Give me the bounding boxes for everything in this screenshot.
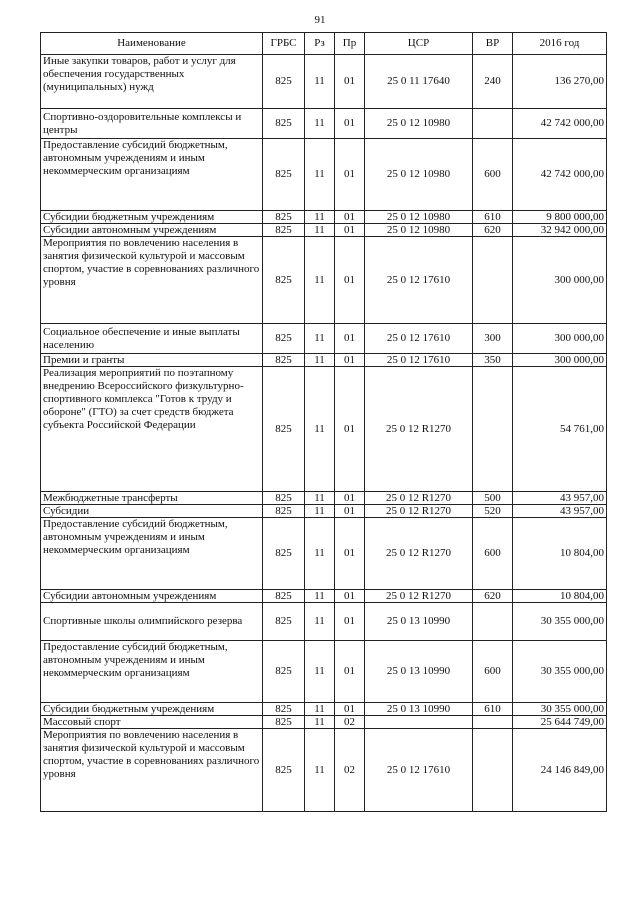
row-amount-cell: 25 644 749,00 <box>513 716 607 729</box>
row-amount-cell: 300 000,00 <box>513 324 607 354</box>
row-rz-cell: 11 <box>305 505 335 518</box>
row-vr-cell <box>473 716 513 729</box>
row-name-cell: Субсидии автономным учреждениям <box>41 224 263 237</box>
table-row <box>41 211 607 224</box>
table-row <box>41 703 607 716</box>
row-csr-cell: 25 0 12 R1270 <box>365 505 473 518</box>
row-name-cell: Субсидии бюджетным учреждениям <box>41 211 263 224</box>
row-grbs-cell: 825 <box>263 492 305 505</box>
table-row <box>41 237 607 324</box>
row-vr-cell: 500 <box>473 492 513 505</box>
row-grbs-cell: 825 <box>263 518 305 590</box>
row-pr-cell: 01 <box>335 367 365 492</box>
table-row <box>41 716 607 729</box>
row-amount-cell: 42 742 000,00 <box>513 109 607 139</box>
row-grbs-cell: 825 <box>263 729 305 812</box>
table-row <box>41 55 607 109</box>
row-amount-cell: 54 761,00 <box>513 367 607 492</box>
row-vr-cell: 620 <box>473 590 513 603</box>
row-csr-cell: 25 0 12 17610 <box>365 237 473 324</box>
row-pr-cell: 01 <box>335 703 365 716</box>
row-pr-cell: 02 <box>335 729 365 812</box>
row-grbs-cell: 825 <box>263 354 305 367</box>
row-name-cell: Мероприятия по вовлечению населения в занятия физической культурой и массовым спортом, участие в соревнованиях различного уровня <box>41 237 263 324</box>
row-pr-cell: 02 <box>335 716 365 729</box>
row-rz-cell: 11 <box>305 729 335 812</box>
row-pr-cell: 01 <box>335 590 365 603</box>
row-name-cell: Межбюджетные трансферты <box>41 492 263 505</box>
row-grbs-cell: 825 <box>263 603 305 641</box>
row-vr-cell: 620 <box>473 224 513 237</box>
row-csr-cell: 25 0 12 R1270 <box>365 590 473 603</box>
row-amount-cell: 300 000,00 <box>513 354 607 367</box>
row-amount-cell: 30 355 000,00 <box>513 641 607 703</box>
row-vr-cell: 610 <box>473 211 513 224</box>
row-grbs-cell: 825 <box>263 703 305 716</box>
row-rz-cell: 11 <box>305 367 335 492</box>
row-vr-cell: 600 <box>473 518 513 590</box>
row-amount-cell: 30 355 000,00 <box>513 603 607 641</box>
row-rz-cell: 11 <box>305 354 335 367</box>
table-row <box>41 139 607 211</box>
row-grbs-cell: 825 <box>263 324 305 354</box>
row-amount-cell: 30 355 000,00 <box>513 703 607 716</box>
table-row <box>41 367 607 492</box>
row-vr-cell <box>473 603 513 641</box>
row-grbs-cell: 825 <box>263 590 305 603</box>
row-rz-cell: 11 <box>305 716 335 729</box>
row-grbs-cell: 825 <box>263 109 305 139</box>
row-pr-cell: 01 <box>335 237 365 324</box>
row-rz-cell: 11 <box>305 590 335 603</box>
row-csr-cell: 25 0 12 17610 <box>365 324 473 354</box>
row-rz-cell: 11 <box>305 603 335 641</box>
row-pr-cell: 01 <box>335 354 365 367</box>
table-row <box>41 354 607 367</box>
row-amount-cell: 43 957,00 <box>513 505 607 518</box>
row-pr-cell: 01 <box>335 492 365 505</box>
row-pr-cell: 01 <box>335 55 365 109</box>
row-vr-cell <box>473 109 513 139</box>
row-csr-cell: 25 0 12 17610 <box>365 354 473 367</box>
row-rz-cell: 11 <box>305 55 335 109</box>
table-row <box>41 109 607 139</box>
row-pr-cell: 01 <box>335 211 365 224</box>
row-csr-cell: 25 0 12 10980 <box>365 139 473 211</box>
row-name-cell: Реализация мероприятий по поэтапному внедрению Всероссийского физкультурно-спортивного комплекса "Готов к труду и обороне" (ГТО) за счет средств бюджета субъекта Российской Федерации <box>41 367 263 492</box>
row-name-cell: Предоставление субсидий бюджетным, автономным учреждениям и иным некоммерческим организациям <box>41 641 263 703</box>
row-name-cell: Субсидии автономным учреждениям <box>41 590 263 603</box>
row-name-cell: Премии и гранты <box>41 354 263 367</box>
table-header-row <box>41 33 607 55</box>
row-pr-cell: 01 <box>335 224 365 237</box>
row-grbs-cell: 825 <box>263 716 305 729</box>
row-csr-cell: 25 0 12 10980 <box>365 211 473 224</box>
row-name-cell: Спортивные школы олимпийского резерва <box>41 603 263 641</box>
row-pr-cell: 01 <box>335 324 365 354</box>
row-csr-cell: 25 0 12 R1270 <box>365 367 473 492</box>
row-pr-cell: 01 <box>335 641 365 703</box>
row-vr-cell <box>473 367 513 492</box>
row-name-cell: Предоставление субсидий бюджетным, автономным учреждениям и иным некоммерческим организациям <box>41 518 263 590</box>
row-amount-cell: 10 804,00 <box>513 518 607 590</box>
table-row <box>41 603 607 641</box>
row-csr-cell: 25 0 12 10980 <box>365 109 473 139</box>
row-name-cell: Массовый спорт <box>41 716 263 729</box>
row-vr-cell: 350 <box>473 354 513 367</box>
row-grbs-cell: 825 <box>263 55 305 109</box>
row-pr-cell: 01 <box>335 505 365 518</box>
row-amount-cell: 10 804,00 <box>513 590 607 603</box>
header-rz: Рз <box>305 33 335 55</box>
page-number: 91 <box>314 14 326 26</box>
row-name-cell: Субсидии бюджетным учреждениям <box>41 703 263 716</box>
row-name-cell: Мероприятия по вовлечению населения в занятия физической культурой и массовым спортом, участие в соревнованиях различного уровня <box>41 729 263 812</box>
row-grbs-cell: 825 <box>263 224 305 237</box>
table-row <box>41 641 607 703</box>
table-row <box>41 224 607 237</box>
row-vr-cell <box>473 729 513 812</box>
row-amount-cell: 32 942 000,00 <box>513 224 607 237</box>
row-grbs-cell: 825 <box>263 237 305 324</box>
row-rz-cell: 11 <box>305 641 335 703</box>
row-rz-cell: 11 <box>305 324 335 354</box>
table-row <box>41 590 607 603</box>
row-vr-cell: 600 <box>473 139 513 211</box>
header-vr: ВР <box>473 33 513 55</box>
table-row <box>41 324 607 354</box>
row-vr-cell <box>473 237 513 324</box>
row-amount-cell: 42 742 000,00 <box>513 139 607 211</box>
header-grbs: ГРБС <box>263 33 305 55</box>
row-vr-cell: 520 <box>473 505 513 518</box>
row-vr-cell: 600 <box>473 641 513 703</box>
row-csr-cell: 25 0 12 R1270 <box>365 492 473 505</box>
header-name: Наименование <box>41 33 263 55</box>
row-csr-cell: 25 0 13 10990 <box>365 703 473 716</box>
budget-table <box>40 32 607 812</box>
row-grbs-cell: 825 <box>263 139 305 211</box>
row-grbs-cell: 825 <box>263 211 305 224</box>
row-rz-cell: 11 <box>305 211 335 224</box>
row-amount-cell: 24 146 849,00 <box>513 729 607 812</box>
row-grbs-cell: 825 <box>263 505 305 518</box>
table-row <box>41 505 607 518</box>
row-csr-cell: 25 0 13 10990 <box>365 641 473 703</box>
row-rz-cell: 11 <box>305 139 335 211</box>
table-row <box>41 729 607 812</box>
row-csr-cell: 25 0 12 17610 <box>365 729 473 812</box>
row-vr-cell: 300 <box>473 324 513 354</box>
row-name-cell: Социальное обеспечение и иные выплаты населению <box>41 324 263 354</box>
row-amount-cell: 9 800 000,00 <box>513 211 607 224</box>
row-rz-cell: 11 <box>305 492 335 505</box>
row-name-cell: Предоставление субсидий бюджетным, автономным учреждениям и иным некоммерческим организациям <box>41 139 263 211</box>
row-rz-cell: 11 <box>305 109 335 139</box>
row-amount-cell: 43 957,00 <box>513 492 607 505</box>
header-csr: ЦСР <box>365 33 473 55</box>
header-pr: Пр <box>335 33 365 55</box>
row-rz-cell: 11 <box>305 703 335 716</box>
table-row <box>41 518 607 590</box>
row-rz-cell: 11 <box>305 518 335 590</box>
row-pr-cell: 01 <box>335 518 365 590</box>
row-vr-cell: 240 <box>473 55 513 109</box>
row-rz-cell: 11 <box>305 237 335 324</box>
row-amount-cell: 300 000,00 <box>513 237 607 324</box>
row-name-cell: Субсидии <box>41 505 263 518</box>
row-csr-cell: 25 0 12 R1270 <box>365 518 473 590</box>
row-name-cell: Иные закупки товаров, работ и услуг для обеспечения государственных (муниципальных) нужд <box>41 55 263 109</box>
row-csr-cell <box>365 716 473 729</box>
row-csr-cell: 25 0 11 17640 <box>365 55 473 109</box>
row-pr-cell: 01 <box>335 603 365 641</box>
header-year: 2016 год <box>513 33 607 55</box>
row-amount-cell: 136 270,00 <box>513 55 607 109</box>
row-rz-cell: 11 <box>305 224 335 237</box>
table-row <box>41 492 607 505</box>
row-csr-cell: 25 0 13 10990 <box>365 603 473 641</box>
row-pr-cell: 01 <box>335 139 365 211</box>
row-name-cell: Спортивно-оздоровительные комплексы и центры <box>41 109 263 139</box>
row-grbs-cell: 825 <box>263 641 305 703</box>
row-pr-cell: 01 <box>335 109 365 139</box>
row-grbs-cell: 825 <box>263 367 305 492</box>
row-csr-cell: 25 0 12 10980 <box>365 224 473 237</box>
row-vr-cell: 610 <box>473 703 513 716</box>
